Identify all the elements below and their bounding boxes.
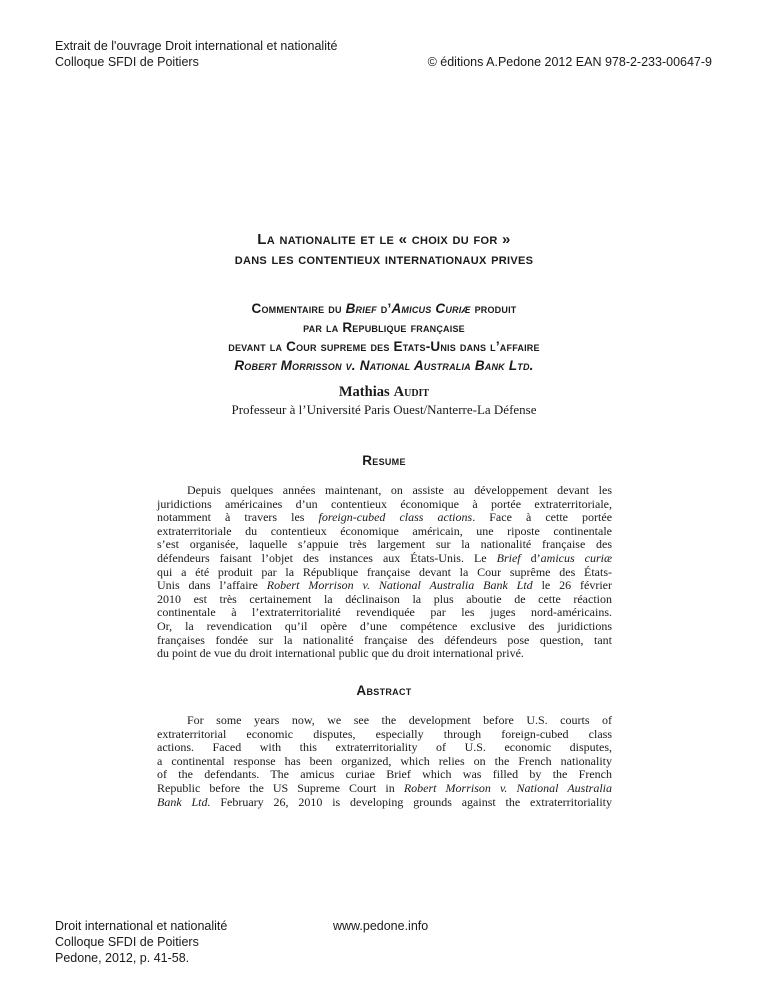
author-affiliation: Professeur à l’Université Paris Ouest/Nanterre-La Défense: [231, 402, 537, 417]
text-line: continentale à l’extraterritorialité revendiquée par les juges nord-américains.: [157, 605, 612, 620]
text-line: extraterritoriale du contentieux économique américain, une riposte continentale: [157, 523, 612, 538]
text-line: s’est organisée, laquelle s’appuie très largement sur la nationalité française des: [157, 537, 612, 552]
abstract-paragraph: [157, 714, 612, 809]
header-book-title: Extrait de l'ouvrage Droit international et nationalité: [55, 39, 338, 53]
text-line: Or, la revendication qu’il opère d’une compétence exclusive des juridictions: [157, 618, 612, 633]
author-name: [0, 383, 768, 401]
text-line: Depuis quelques années maintenant, on assiste au développement devant les: [187, 483, 612, 497]
footer-citation: [55, 918, 227, 966]
text-line: actions. Faced with this extraterritoriality of U.S. economic disputes,: [157, 740, 612, 755]
text-line: par la Republique française: [303, 320, 465, 335]
text-line: Robert Morrisson v. National Australia Bank Ltd.: [234, 358, 534, 373]
header-provenance: [55, 38, 337, 70]
text-line: of the defendants. The amicus curiae Brief which was filled by the French: [157, 767, 612, 782]
text-line: Unis dans l’affaire Robert Morrison v. National Australia Bank Ltd le 26 février: [157, 578, 612, 593]
header-colloque: Colloque SFDI de Poitiers: [55, 55, 199, 69]
footer-pages: Pedone, 2012, p. 41-58.: [55, 951, 190, 965]
header-copyright: © éditions A.Pedone 2012 EAN 978-2-233-00647-9: [427, 55, 712, 69]
text-line: extraterritorial economic disputes, especially through foreign-cubed class: [157, 726, 612, 741]
text-line: a continental response has been organized, which relies on the French nationality: [157, 753, 612, 768]
text-line: For some years now, we see the development before U.S. courts of: [187, 713, 612, 727]
footer-website: www.pedone.info: [333, 919, 429, 933]
resume-paragraph: [157, 484, 612, 661]
text-line: notamment à travers les foreign-cubed class actions. Face à cette portée: [157, 510, 613, 525]
article-subtitle: [0, 299, 768, 375]
text-line: juridictions américaines d’un contentieux économique à portée extraterritoriale,: [157, 496, 612, 511]
text-line: devant la Cour supreme des Etats-Unis dans l’affaire: [228, 339, 540, 354]
article-title-line1: La nationalite et le « choix du for »: [257, 231, 511, 248]
text-line: françaises fondée sur la nationalité française des défendeurs pose question, tant: [157, 632, 612, 647]
footer-book-title: Droit international et nationalité: [55, 919, 228, 933]
text-line: Bank Ltd. February 26, 2010 is developing grounds against the extraterritoriality: [157, 794, 613, 809]
author-last-name: Audit: [393, 384, 430, 400]
article-title-line2: dans les contentieux internationaux prives: [234, 251, 534, 268]
article-title: [0, 230, 768, 270]
abstract-heading: Abstract: [356, 683, 412, 698]
text-line: du point de vue du droit international public que du droit international privé.: [157, 646, 524, 661]
text-line: Republic before the US Supreme Court in Robert Morrison v. National Australia: [157, 780, 612, 795]
text-line: Commentaire du Brief d’Amicus Curiæ produit: [251, 301, 517, 316]
text-line: qui a été produit par la République française devant la Cour suprême des États-: [157, 564, 612, 579]
author-first-name: Mathias: [338, 384, 390, 400]
text-line: défendeurs faisant l’objet des instances aux États-Unis. Le Brief d’amicus curiæ: [157, 550, 612, 565]
footer-colloque: Colloque SFDI de Poitiers: [55, 935, 199, 949]
resume-heading: Resume: [362, 453, 406, 468]
text-line: 2010 est très certainement la déclinaison la plus aboutie de cette réaction: [157, 591, 612, 606]
